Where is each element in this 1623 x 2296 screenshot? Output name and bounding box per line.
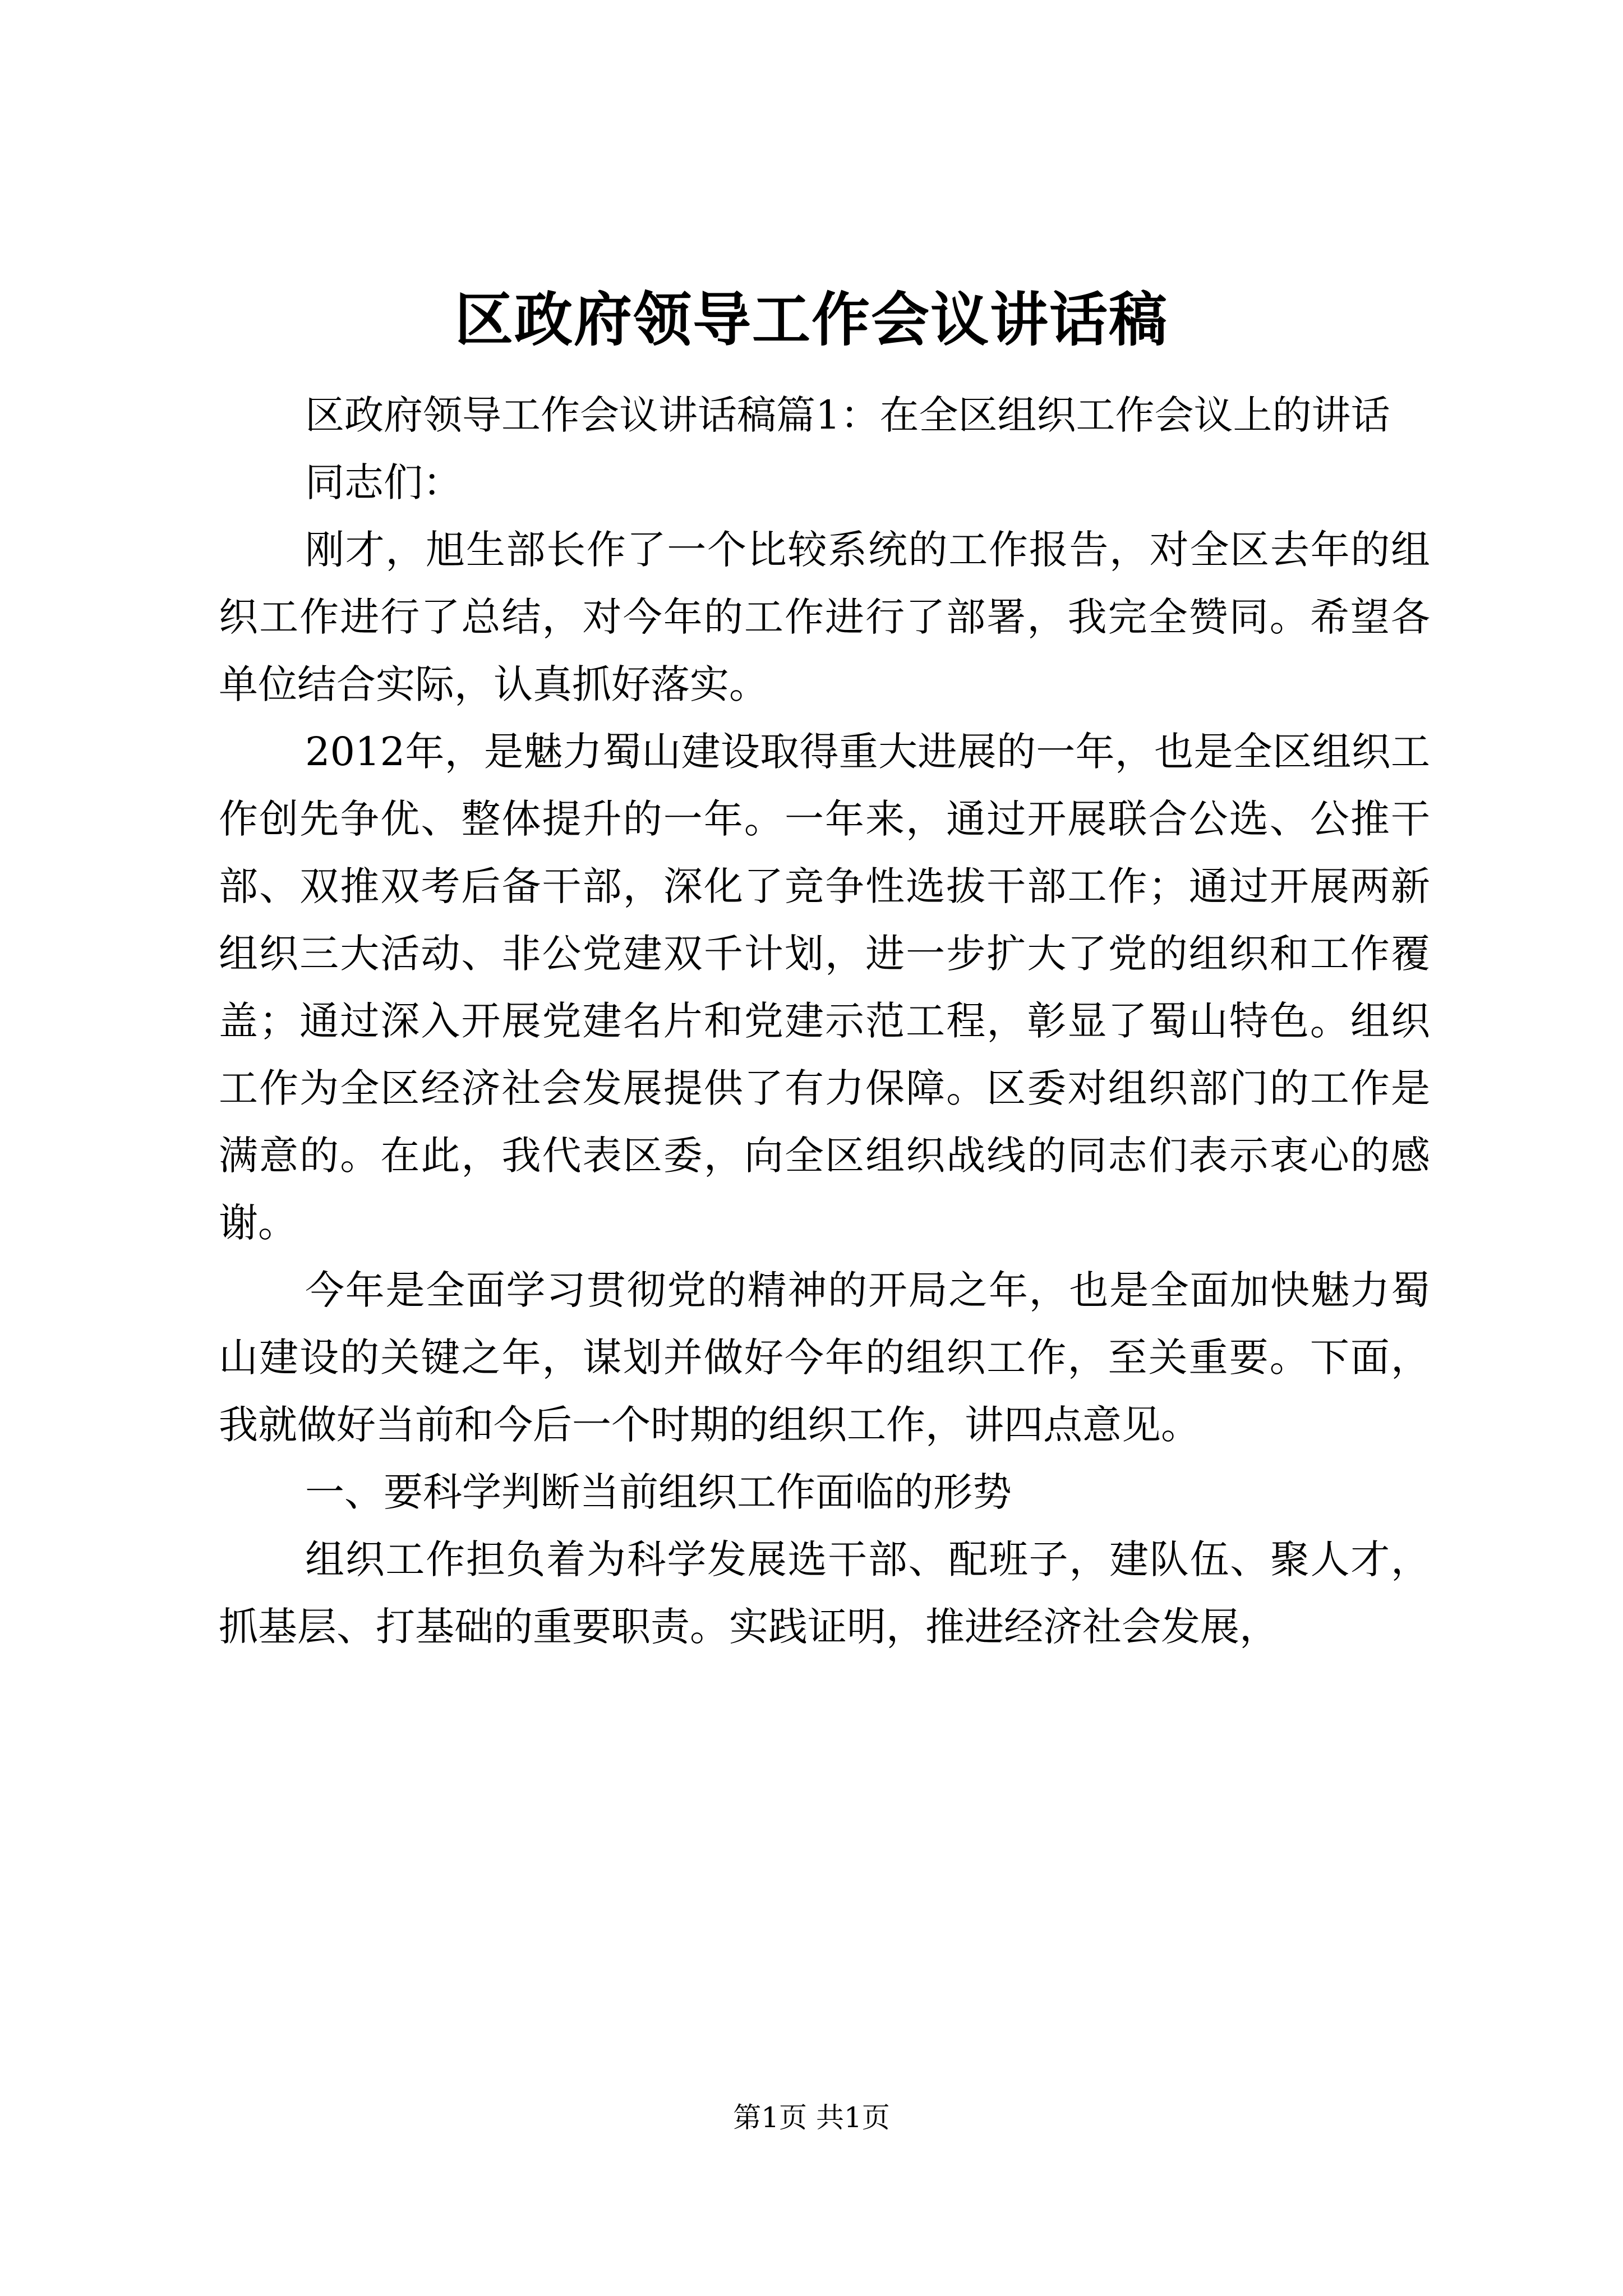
document-body	[219, 381, 1430, 1660]
document-title: 区政府领导工作会议讲话稿	[454, 285, 1168, 354]
page-footer: 第1页 共1页	[733, 2101, 890, 2134]
paragraph-salutation: 同志们：	[305, 459, 462, 505]
paragraph-subtitle: 区政府领导工作会议讲话稿篇1：在全区组织工作会议上的讲话	[305, 392, 1390, 438]
paragraph-opening: 刚才，旭生部长作了一个比较系统的工作报告，对全区去年的组织工作进行了总结，对今年的工作进行了部署，我完全赞同。希望各单位结合实际，认真抓好落实。	[219, 527, 1430, 707]
paragraph-review-2012: 2012年，是魅力蜀山建设取得重大进展的一年，也是全区组织工作创先争优、整体提升的一年。一年来，通过开展联合公选、公推干部、双推双考后备干部，深化了竞争性选拔干部工作；通过开展两新组织三大活动、非公党建双千计划，进一步扩大了党的组织和工作覆盖；通过深入开展党建名片和党建示范工程，彰显了蜀山特色。组织工作为全区经济社会发展提供了有力保障。区委对组织部门的工作是满意的。在此，我代表区委，向全区组织战线的同志们表示衷心的感谢。	[219, 729, 1430, 1246]
paragraph-section-one: 组织工作担负着为科学发展选干部、配班子，建队伍、聚人才，抓基层、打基础的重要职责。实践证明，推进经济社会发展，	[219, 1536, 1430, 1650]
paragraph-this-year: 今年是全面学习贯彻党的精神的开局之年，也是全面加快魅力蜀山建设的关键之年，谋划并做好今年的组织工作，至关重要。下面，我就做好当前和今后一个时期的组织工作，讲四点意见。	[219, 1267, 1430, 1448]
section-heading-one: 一、要科学判断当前组织工作面临的形势	[305, 1469, 1012, 1515]
